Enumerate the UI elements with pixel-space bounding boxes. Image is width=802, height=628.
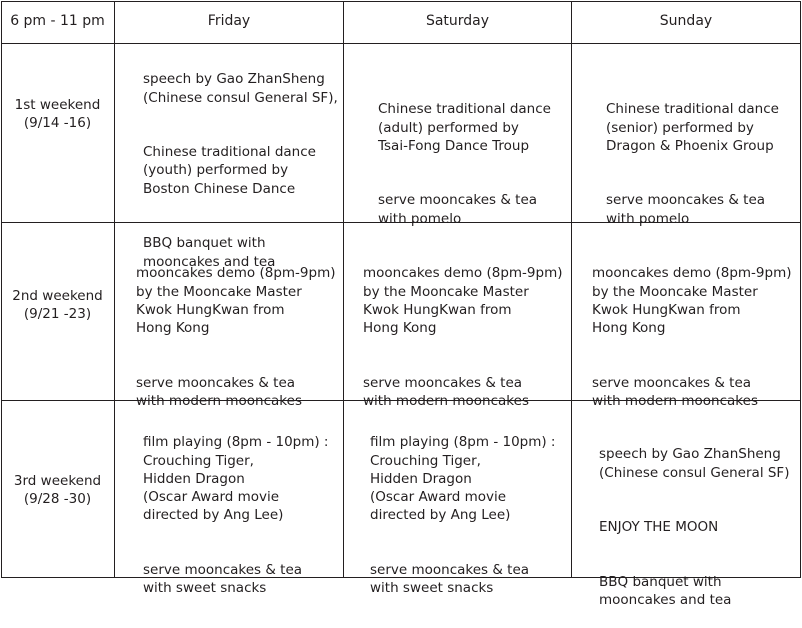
event-text: serve mooncakes & tea with pomelo (606, 192, 766, 227)
row-label-week3 (1, 472, 114, 508)
row-label-dates: (9/21 -23) (23, 306, 92, 322)
row-label-title: 2nd weekend (12, 288, 103, 304)
event-text: Chinese traditional dance (youth) performed by Boston Chinese Dance (143, 144, 316, 197)
header-time: 6 pm - 11 pm (10, 13, 105, 29)
row-label-week2 (1, 287, 114, 323)
event-text: serve mooncakes & tea with modern mooncakes (592, 374, 758, 410)
cell-week3-friday (143, 415, 341, 616)
event-text: serve mooncakes & tea with sweet snacks (143, 562, 303, 597)
cell-week2-friday (136, 246, 341, 429)
event-text: film playing (8pm - 10pm) : Crouching Tiger, Hidden Dragon (Oscar Award movie directed by Ang Lee) (370, 434, 556, 524)
column-divider (114, 1, 115, 578)
event-text: serve mooncakes & tea with modern mooncakes (363, 374, 529, 410)
event-text: BBQ banquet with mooncakes and tea (599, 573, 732, 609)
event-text: mooncakes demo (8pm-9pm) by the Mooncake Master Kwok HungKwan from Hong Kong (363, 265, 563, 337)
cell-week3-saturday (370, 415, 568, 616)
event-text: mooncakes demo (8pm-9pm) by the Mooncake Master Kwok HungKwan from Hong Kong (592, 265, 792, 337)
cell-week1-sunday (606, 82, 798, 246)
row-label-dates: (9/28 -30) (23, 491, 92, 507)
cell-week2-saturday (363, 246, 568, 429)
row-divider (1, 43, 801, 44)
cell-week1-saturday (378, 82, 568, 246)
column-divider (571, 1, 572, 578)
event-text: speech by Gao ZhanSheng (Chinese consul General SF), (143, 71, 338, 106)
event-text: serve mooncakes & tea with pomelo (378, 192, 538, 227)
event-text: serve mooncakes & tea with modern mooncakes (136, 374, 302, 410)
cell-week3-sunday (599, 427, 798, 628)
row-label-week1 (1, 96, 114, 132)
event-text: Chinese traditional dance (senior) performed by Dragon & Phoenix Group (606, 101, 779, 154)
table-border-right (800, 1, 801, 578)
event-text: Chinese traditional dance (adult) performed by Tsai-Fong Dance Troup (378, 101, 551, 154)
event-text: serve mooncakes & tea with sweet snacks (370, 562, 530, 597)
row-label-title: 1st weekend (14, 97, 101, 113)
event-text: speech by Gao ZhanSheng (Chinese consul General SF) (599, 446, 790, 481)
cell-week2-sunday (592, 246, 798, 429)
row-label-title: 3rd weekend (13, 473, 102, 489)
column-divider (343, 1, 344, 578)
event-text: BBQ banquet with mooncakes and tea (143, 235, 276, 270)
row-label-dates: (9/14 -16) (23, 115, 92, 131)
header-saturday: Saturday (425, 13, 490, 29)
event-text: ENJOY THE MOON (599, 519, 719, 536)
header-friday: Friday (207, 13, 251, 29)
header-sunday: Sunday (659, 13, 713, 29)
event-text: mooncakes demo (8pm-9pm) by the Mooncake Master Kwok HungKwan from Hong Kong (136, 265, 336, 337)
event-text: film playing (8pm - 10pm) : Crouching Tiger, Hidden Dragon (Oscar Award movie directed by Ang Lee) (143, 434, 329, 524)
